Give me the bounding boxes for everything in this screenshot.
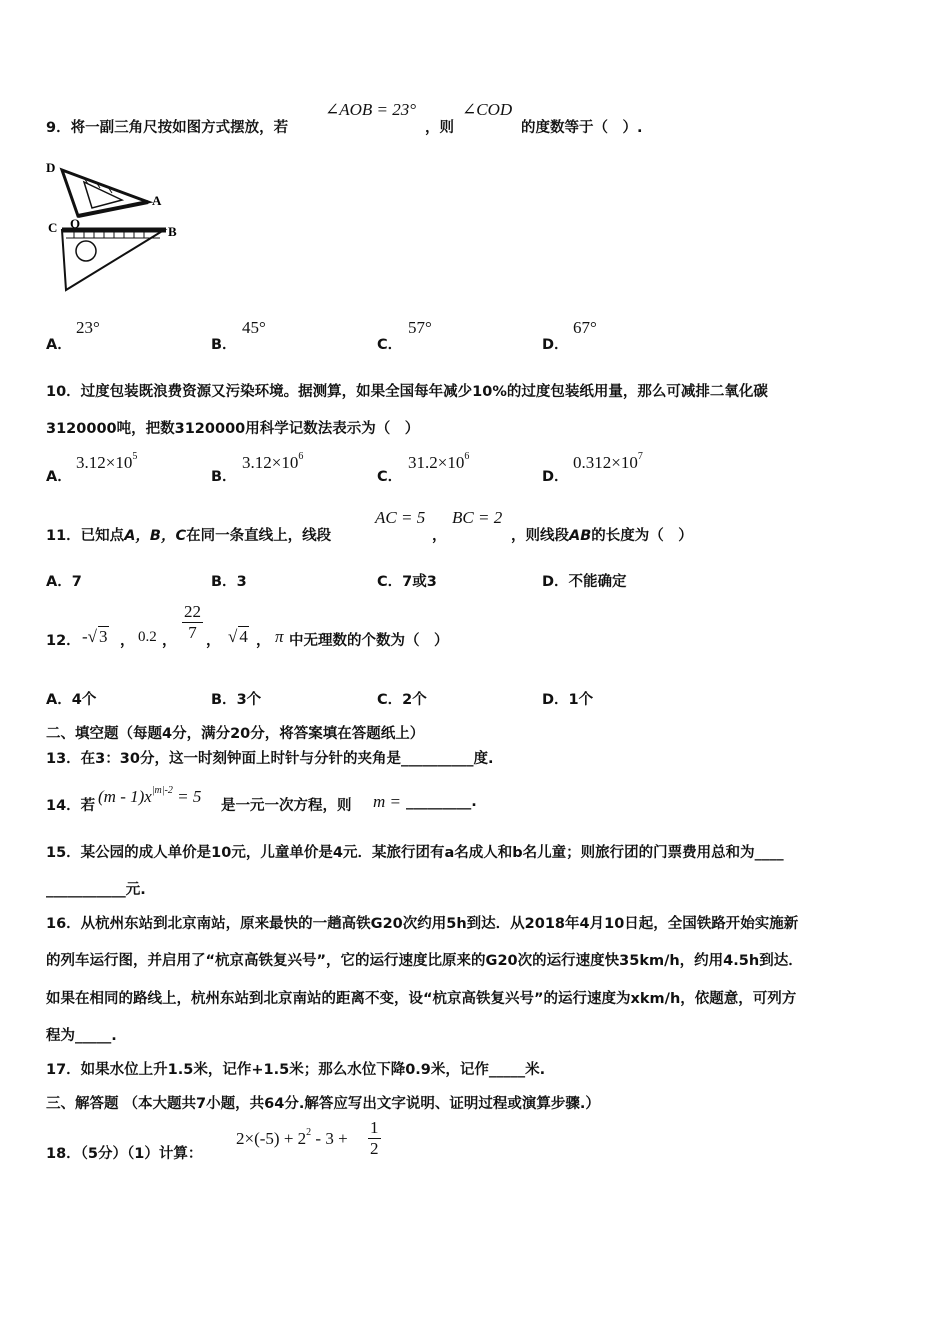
q10-option-d-label: D． [542, 469, 569, 485]
q10-option-b-label: B． [211, 469, 237, 485]
q16-line4: 程为_____. [46, 1028, 117, 1044]
fig-label-a: A [152, 193, 162, 208]
q16-line3: 如果在相同的路线上，杭州东站到北京南站的距离不变，设“杭京高铁复兴号”的运行速度为xkm/h，依题意，可列方 [46, 991, 797, 1007]
q10-option-a-label: A． [46, 469, 72, 485]
q17-text: 17．如果水位上升1.5米，记作+1.5米；那么水位下降0.9米，记作_____米. [46, 1062, 546, 1078]
q12-option-c: C．2个 [377, 692, 427, 708]
q11-option-d: D．不能确定 [542, 574, 627, 590]
q12-comma-2: ， [162, 633, 177, 649]
fig-label-b: B [168, 224, 177, 239]
q14-equation: $(m - 1)x^{|m|-2} = 5$ [98, 785, 202, 806]
q12-number: 12． [46, 633, 81, 649]
q11-line-end: ，则线段AB的长度为（ ） [511, 528, 693, 544]
q10-option-c-value: $31.2\times 10^6$ [408, 451, 470, 472]
section-3-heading: 三、解答题 （本大题共7小题，共64分.解答应写出文字说明、证明过程或演算步骤.） [46, 1096, 600, 1112]
q11-line: 11．已知点A，B，C在同一条直线上，线段 [46, 528, 332, 544]
q10-option-d-value: $0.312\times 10^7$ [573, 451, 643, 472]
q9-option-c-label: C． [377, 337, 403, 353]
q11-option-a: A．7 [46, 574, 82, 590]
q11-option-b: B．3 [211, 574, 247, 590]
q11-option-c: C．7或3 [377, 574, 437, 590]
q15-line1: 15．某公园的成人单价是10元，儿童单价是4元．某旅行团有a名成人和b名儿童；则旅行团的门票费用总和为____ [46, 845, 784, 861]
q15-line2: ___________元. [46, 882, 146, 898]
q10-option-c-label: C． [377, 469, 403, 485]
q12-neg-sqrt3: -√ 3 [82, 627, 108, 646]
q9-text-b: ，则 [425, 120, 454, 136]
q18-fraction: $\frac{1}{2}$ [370, 1118, 379, 1158]
fig-label-c: C [48, 220, 58, 235]
q12-text: 中无理数的个数为（ ） [289, 633, 449, 649]
triangle-rulers-figure [44, 158, 184, 294]
q9-option-a-label: A． [46, 337, 72, 353]
fig-label-o: O [70, 216, 81, 231]
q10-option-b-value: $3.12\times 10^6$ [242, 451, 304, 472]
section-2-heading: 二、填空题（每题4分，满分20分，将答案填在答题纸上） [46, 726, 425, 742]
q9-option-d-value: 67° [573, 318, 597, 337]
q14-math-m: m = [373, 792, 401, 811]
q9-text-c: 的度数等于（ ）. [521, 120, 643, 136]
q11-math-ac: AC = 5 [375, 508, 426, 527]
q18-text: 18．（5分）（1）计算： [46, 1146, 203, 1162]
q9-text-a: 9．将一副三角尺按如图方式摆放，若 [46, 120, 289, 136]
q12-sqrt4: √ 4 [228, 627, 248, 646]
q18-expression: $2\times(-5) + 2^2 - 3$ + [236, 1127, 348, 1148]
q12-comma-3: ， [206, 633, 221, 649]
q11-comma: ， [432, 528, 447, 544]
q12-comma-1: ， [120, 633, 135, 649]
q12-option-b: B．3个 [211, 692, 262, 708]
q9-option-b-label: B． [211, 337, 237, 353]
q14-text-b: 是一元一次方程，则 [221, 798, 352, 814]
q9-option-a-value: 23° [76, 318, 100, 337]
q16-line2: 的列车运行图，并启用了“杭京高铁复兴号”，它的运行速度比原来的G20次的运行速度快35km/h，约用4.5h到达． [46, 953, 803, 969]
q12-fraction-22-7: $\frac{22}{7}$ [184, 602, 201, 642]
q9-math-cod: ∠COD [462, 100, 513, 119]
q13-text: 13．在3：30分，这一时刻钟面上时针与分针的夹角是__________度. [46, 751, 494, 767]
q14-text-a: 14．若 [46, 798, 96, 814]
q9-math-aob: ∠AOB = 23° [325, 100, 417, 119]
q14-blank: _________. [406, 794, 477, 810]
q16-line1: 16．从杭州东站到北京南站，原来最快的一趟高铁G20次约用5h到达．从2018年4月10日起，全国铁路开始实施新 [46, 916, 799, 932]
q9-option-c-value: 57° [408, 318, 432, 337]
q12-option-a: A．4个 [46, 692, 97, 708]
fig-label-d: D [46, 160, 56, 175]
q12-pi: π [275, 627, 284, 646]
q10-line2: 3120000吨，把数3120000用科学记数法表示为（ ） [46, 421, 420, 437]
q9-option-d-label: D． [542, 337, 569, 353]
q9-option-b-value: 45° [242, 318, 266, 337]
q10-line1: 10．过度包装既浪费资源又污染环境。据测算，如果全国每年减少10%的过度包装纸用量，那么可减排二氧化碳 [46, 384, 768, 400]
q12-option-d: D．1个 [542, 692, 594, 708]
q12-value-02: 0.2 [138, 629, 157, 645]
q11-math-bc: BC = 2 [452, 508, 503, 527]
q12-comma-4: ， [256, 633, 271, 649]
q10-option-a-value: $3.12\times 10^5$ [76, 451, 138, 472]
